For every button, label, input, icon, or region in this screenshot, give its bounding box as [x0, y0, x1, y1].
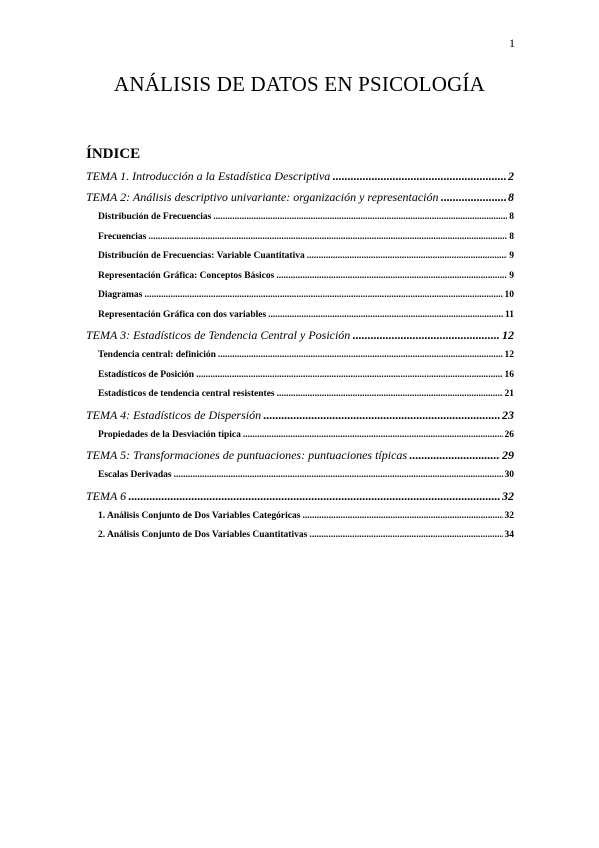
toc-dot-leader	[441, 187, 506, 208]
toc-chapter-entry[interactable]	[86, 486, 514, 507]
toc-section-entry[interactable]	[86, 426, 514, 446]
toc-entry-page: 29	[502, 448, 514, 462]
toc-entry-page: 10	[504, 290, 514, 300]
toc-entry-title: TEMA 2: Análisis descriptivo univariante: organización y representación	[86, 190, 439, 204]
toc-entry-page: 2	[508, 169, 514, 183]
toc-dot-leader	[332, 166, 506, 187]
toc-entry-page: 30	[504, 470, 514, 480]
toc-dot-leader	[128, 486, 500, 507]
toc-dot-leader	[309, 526, 502, 546]
toc-dot-leader	[307, 247, 508, 267]
toc-entry-title: Escalas Derivadas	[98, 470, 172, 480]
toc-entry-page: 34	[504, 530, 514, 540]
toc-entry-title: TEMA 4: Estadísticos de Dispersión	[86, 407, 262, 422]
toc-entry-title: Representación Gráfica con dos variables	[98, 309, 267, 320]
toc-entry-page: 8	[508, 190, 514, 204]
toc-entry-title: TEMA 6	[86, 488, 127, 503]
toc-entry-title: Estadísticos de Posición	[98, 369, 195, 380]
toc-entry-title: Diagramas	[98, 290, 143, 300]
toc-entry-page: 9	[509, 270, 514, 281]
toc-entry-page: 8	[509, 212, 514, 222]
toc-entry-title: 1. Análisis Conjunto de Dos Variables Categóricas	[98, 510, 301, 521]
toc-dot-leader	[268, 306, 503, 326]
toc-entry-page: 23	[502, 407, 514, 422]
toc-chapter-entry[interactable]	[86, 166, 514, 187]
toc-section-entry[interactable]	[86, 306, 514, 326]
toc-dot-leader	[218, 346, 503, 366]
toc-dot-leader	[263, 405, 500, 426]
toc-entry-title: Distribución de Frecuencias: Variable Cuantitativa	[98, 251, 305, 261]
toc-entry-page: 16	[504, 369, 514, 380]
toc-dot-leader	[144, 286, 502, 306]
toc-chapter-entry[interactable]	[86, 187, 514, 208]
toc-entry-title: 2. Análisis Conjunto de Dos Variables Cuantitativas	[98, 530, 308, 540]
toc-entry-title: Tendencia central: definición	[98, 350, 216, 360]
toc-dot-leader	[409, 445, 500, 466]
page-number: 1	[509, 36, 515, 50]
toc-entry-title: TEMA 1. Introducción a la Estadística Descriptiva	[86, 169, 331, 183]
toc-section-entry[interactable]	[86, 366, 514, 386]
toc-dot-leader	[213, 208, 507, 228]
toc-entry-page: 9	[509, 251, 514, 261]
document-title: ANÁLISIS DE DATOS EN PSICOLOGÍA	[114, 72, 485, 96]
toc-entry-page: 32	[504, 510, 514, 521]
toc-chapter-entry[interactable]	[86, 445, 514, 466]
toc-dot-leader	[196, 366, 502, 386]
toc-entry-title: Estadísticos de tendencia central resistentes	[98, 389, 275, 399]
toc-chapter-entry[interactable]	[86, 405, 514, 426]
toc-section-entry[interactable]	[86, 526, 514, 546]
toc-dot-leader	[148, 228, 507, 248]
toc-entry-title: Propiedades de la Desviación típica	[98, 429, 241, 440]
toc-section-entry[interactable]	[86, 346, 514, 366]
toc-entry-title: TEMA 3: Estadísticos de Tendencia Central y Posición	[86, 328, 351, 342]
toc-entry-page: 21	[504, 389, 514, 399]
toc-entry-title: Representación Gráfica: Conceptos Básicos	[98, 270, 275, 281]
toc-chapter-entry[interactable]	[86, 325, 514, 346]
toc-section-entry[interactable]	[86, 286, 514, 306]
toc-entry-title: TEMA 5: Transformaciones de puntuaciones: puntuaciones típicas	[86, 448, 408, 462]
table-of-contents	[86, 166, 514, 546]
toc-section-entry[interactable]	[86, 385, 514, 405]
toc-section-entry[interactable]	[86, 247, 514, 267]
toc-entry-page: 12	[504, 350, 514, 360]
toc-entry-title: Frecuencias	[98, 231, 147, 242]
toc-section-entry[interactable]	[86, 466, 514, 486]
toc-entry-title: Distribución de Frecuencias	[98, 212, 212, 222]
toc-entry-page: 11	[505, 309, 514, 320]
toc-section-entry[interactable]	[86, 267, 514, 287]
toc-dot-leader	[243, 426, 503, 446]
toc-dot-leader	[302, 507, 502, 527]
toc-entry-page: 32	[502, 488, 514, 503]
toc-entry-page: 12	[502, 328, 514, 342]
toc-dot-leader	[276, 267, 507, 287]
toc-heading: ÍNDICE	[86, 146, 141, 162]
toc-section-entry[interactable]	[86, 507, 514, 527]
toc-dot-leader	[174, 466, 503, 486]
toc-section-entry[interactable]	[86, 228, 514, 248]
toc-entry-page: 8	[509, 231, 514, 242]
toc-section-entry[interactable]	[86, 208, 514, 228]
toc-dot-leader	[277, 385, 503, 405]
toc-entry-page: 26	[504, 429, 514, 440]
toc-dot-leader	[352, 325, 500, 346]
